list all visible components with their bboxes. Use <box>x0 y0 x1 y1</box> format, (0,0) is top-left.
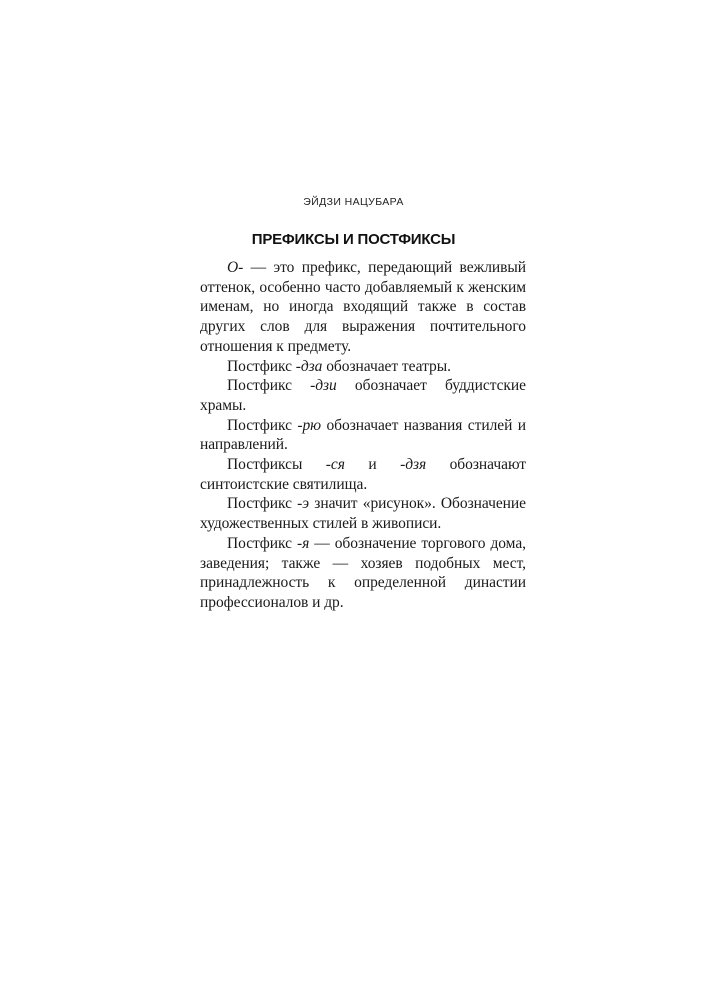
paragraph-sya-dzya-postfix <box>200 455 526 494</box>
para-text: и <box>344 456 401 474</box>
para-lead: Постфиксы <box>227 456 326 474</box>
para-text: значит «рисунок». Обозначение художественных стилей в живописи. <box>200 495 526 533</box>
running-head: ЭЙДЗИ НАЦУБАРА <box>303 196 404 208</box>
para-lead: Постфикс <box>227 495 298 513</box>
para-text: обозначает буддистские храмы. <box>200 377 526 414</box>
affix-term: -дзя <box>400 456 427 474</box>
affix-term: -ся <box>325 456 345 474</box>
para-tail: обозначают синтоистские святилища. <box>200 456 526 493</box>
paragraph-dzi-postfix <box>200 376 526 415</box>
paragraph-dza-postfix <box>200 357 526 377</box>
para-lead: Постфикс <box>227 416 298 434</box>
paragraph-ryu-postfix <box>200 416 526 455</box>
para-lead: Постфикс <box>227 357 296 375</box>
paragraph-e-postfix <box>200 494 526 533</box>
para-text: — обозначение торгового дома, заведения; также — хозяев подобных мест, принадлежность к определенной династии профессионалов и др. <box>200 534 526 611</box>
affix-term: -э <box>297 495 310 513</box>
affix-term: -я <box>296 534 310 552</box>
para-text: — это префикс, передающий вежливый оттенок, особенно часто добавляемый к женским именам, но иногда входящий также в состав других слов для выражения почтительного отношения к предмету. <box>200 259 526 355</box>
paragraph-ya-postfix <box>200 534 526 613</box>
para-text: обозначает театры. <box>322 357 451 375</box>
affix-term: -дза <box>295 357 323 375</box>
para-lead: Постфикс <box>227 377 311 395</box>
para-text: обозначает названия стилей и направлений. <box>200 416 526 454</box>
para-lead: Постфикс <box>227 534 297 552</box>
paragraph-o-prefix <box>200 258 526 357</box>
affix-term: О- <box>227 259 244 276</box>
affix-term: -рю <box>297 416 322 434</box>
affix-term: -дзи <box>310 377 337 395</box>
section-title: ПРЕФИКСЫ И ПОСТФИКСЫ <box>251 231 456 248</box>
body-text <box>200 258 526 613</box>
